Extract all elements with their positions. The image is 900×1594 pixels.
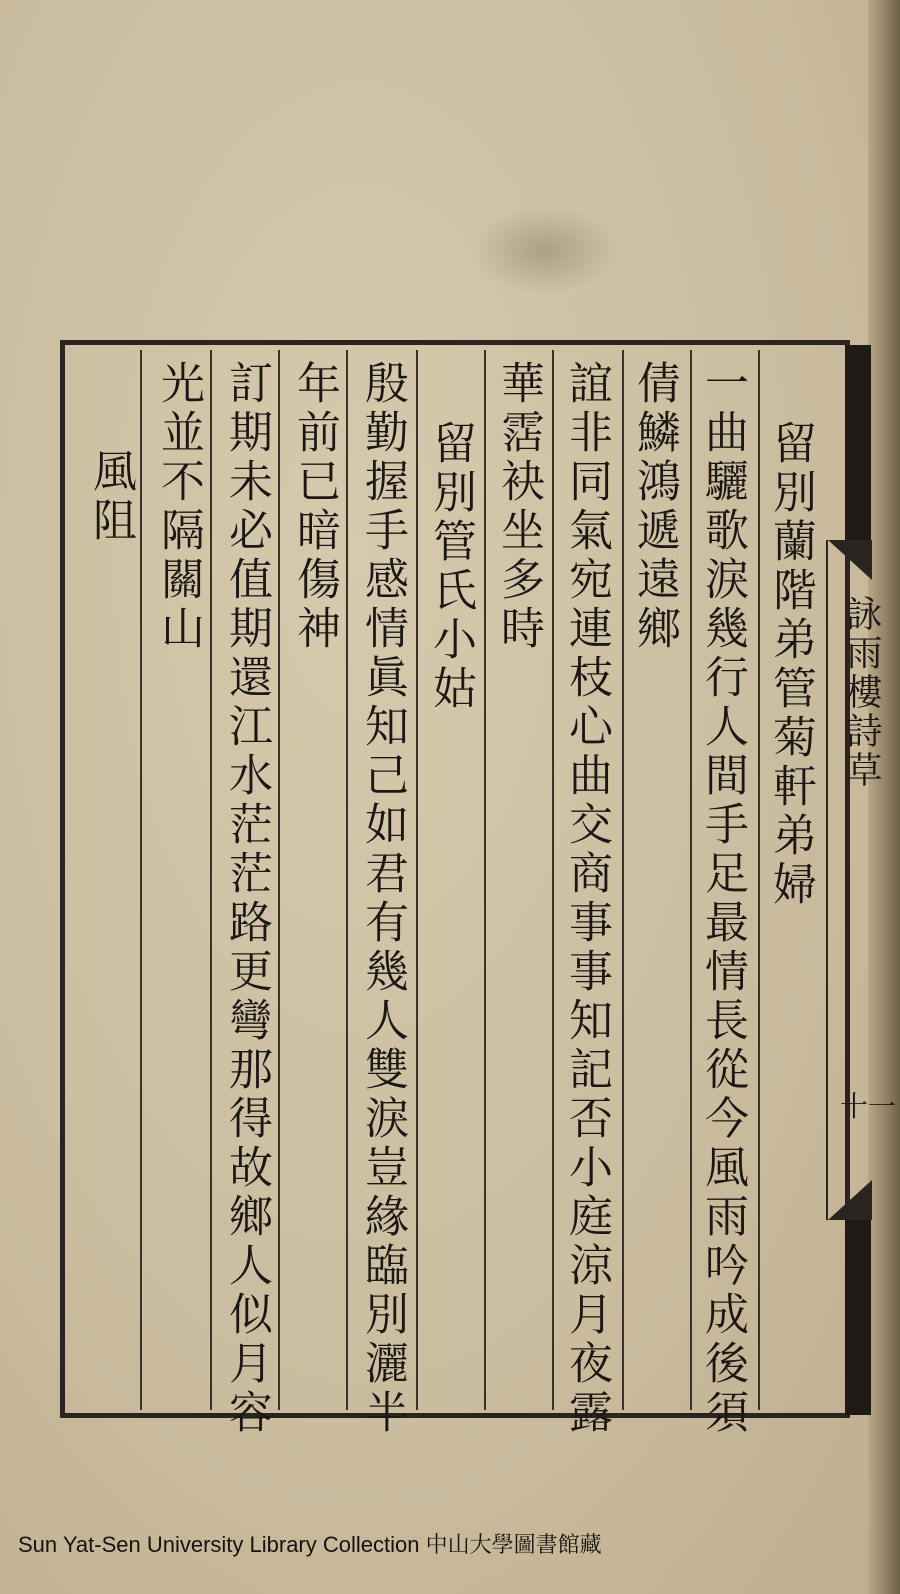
column-rule: [278, 350, 280, 1410]
book-title: 詠雨樓詩草: [841, 595, 882, 790]
column-rule: [622, 350, 624, 1410]
text-column: 年前已暗傷神: [289, 360, 340, 654]
page-edge: [868, 0, 900, 1594]
black-mouth-bottom: [845, 1215, 871, 1415]
column-rule: [346, 350, 348, 1410]
text-column: 華霑袂坐多時: [493, 360, 544, 654]
text-column: 光並不隔關山: [153, 360, 204, 654]
column-rule: [140, 350, 142, 1410]
fishtail-bottom: [828, 1180, 872, 1220]
text-column: 風阻: [85, 448, 136, 546]
column-rule: [690, 350, 692, 1410]
black-mouth-top: [845, 345, 871, 540]
poem-title-2: 留別管氏小姑: [425, 420, 476, 714]
text-column: 一曲驪歌淚幾行人間手足最情長從今風雨吟成後須: [697, 360, 748, 1438]
column-rule: [758, 350, 760, 1410]
paper-stain: [470, 205, 620, 295]
text-column: 殷勤握手感情眞知己如君有幾人雙淚豈緣臨別灑半: [357, 360, 408, 1438]
column-rule: [210, 350, 212, 1410]
fishtail-top: [828, 540, 872, 580]
column-rule: [484, 350, 486, 1410]
column-rule: [552, 350, 554, 1410]
leaf-number: 十一: [840, 1090, 897, 1123]
library-watermark: Sun Yat-Sen University Library Collection 中山大學圖書館藏: [18, 1532, 602, 1557]
poem-title-1: 留別蘭階弟管菊軒弟婦: [765, 420, 816, 910]
text-column: 訂期未必值期還江水茫茫路更彎那得故鄉人似月容: [221, 360, 272, 1438]
text-column: 倩鱗鴻遞遠鄉: [629, 360, 680, 654]
column-rule: [416, 350, 418, 1410]
text-column: 誼非同氣宛連枝心曲交商事事知記否小庭涼月夜露: [561, 360, 612, 1438]
